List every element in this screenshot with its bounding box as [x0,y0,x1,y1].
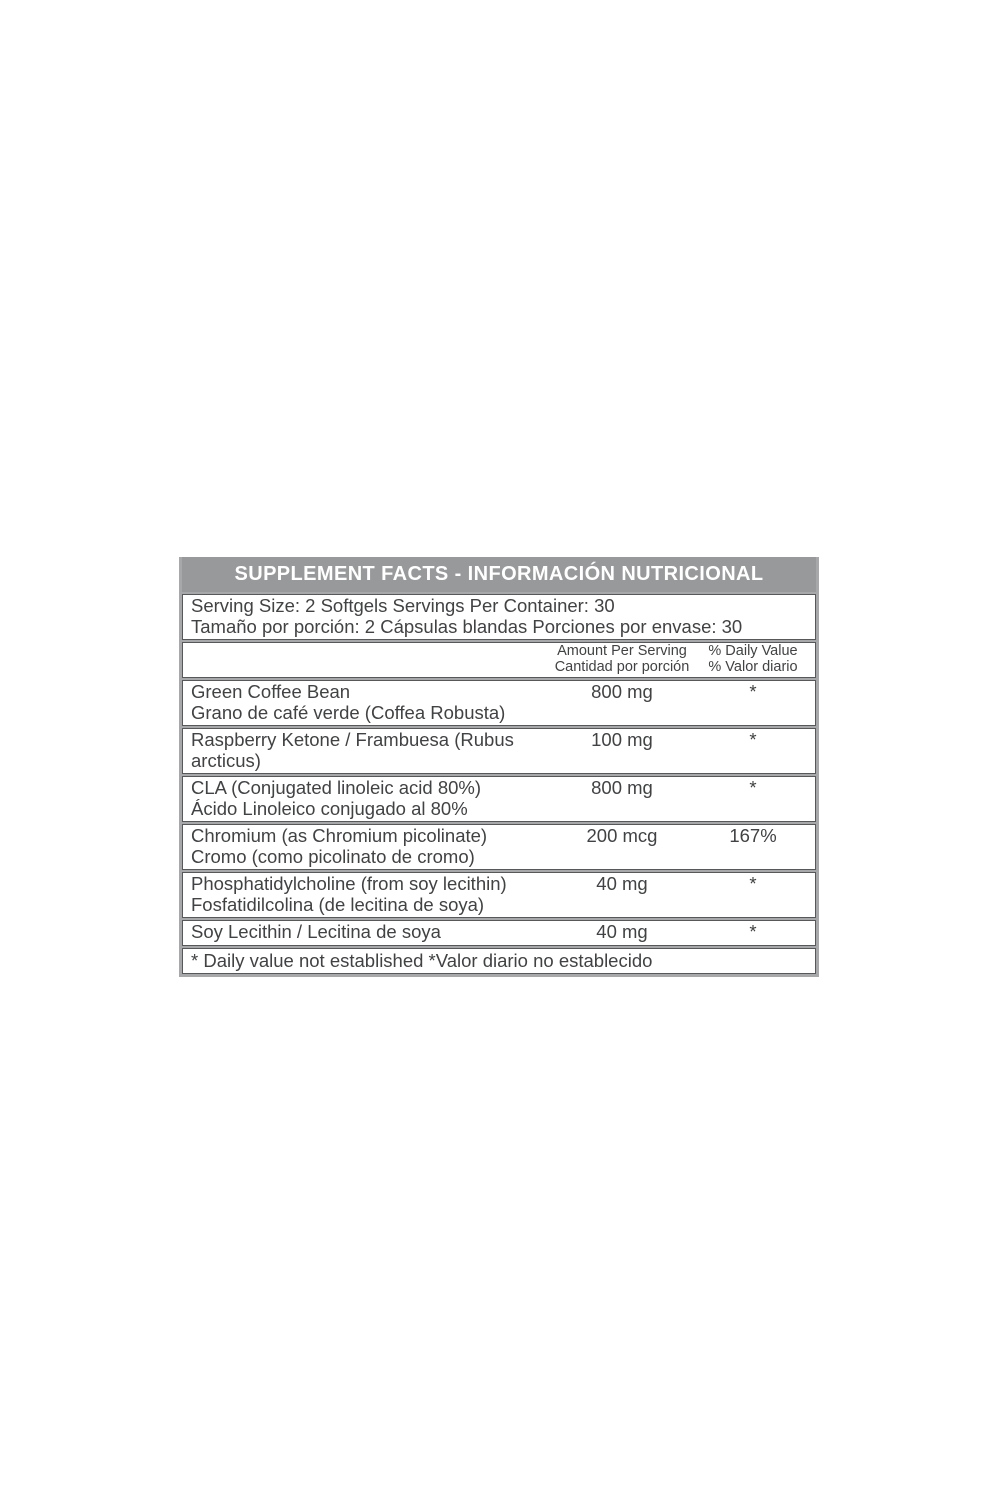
ingredient-amount: 800 mg [591,681,653,702]
ingredient-name-es: Cromo (como picolinato de cromo) [191,845,475,867]
table-row [182,680,816,726]
ingredient-amount: 40 mg [596,873,648,894]
ingredient-name [189,874,547,915]
serving-size-line-es: Tamaño por porción: 2 Cápsulas blandas Porciones por envase: 30 [191,615,743,637]
ingredient-name-en: CLA (Conjugated linoleic acid 80%) [191,777,482,798]
ingredient-daily-value: * [749,777,757,798]
ingredient-name [189,826,547,867]
supplement-facts-title: SUPPLEMENT FACTS - INFORMACIÓN NUTRICIONAL [182,557,816,592]
ingredient-name-en: Soy Lecithin / Lecitina de soya [191,921,441,942]
column-header-daily-en: % Daily Value [708,643,798,659]
ingredient-name-es: Fosfatidilcolina (de lecitina de soya) [191,893,485,915]
table-row [182,776,816,822]
supplement-facts-panel [179,557,819,977]
ingredient-name [189,922,547,943]
ingredient-daily-value: * [749,729,757,750]
ingredient-name-es: Grano de café verde (Coffea Robusta) [191,701,506,723]
daily-value-footnote: * Daily value not established *Valor diario no establecido [182,948,816,974]
ingredient-name-en: Phosphatidylcholine (from soy lecithin) [191,873,507,894]
ingredient-name [189,778,547,819]
ingredient-daily-value: * [749,873,757,894]
ingredient-name [189,730,547,771]
table-row [182,824,816,870]
ingredient-daily-value: * [749,921,757,942]
table-row [182,872,816,918]
ingredient-daily-value: 167% [729,825,777,846]
column-header-amount-en: Amount Per Serving [557,643,687,659]
column-headers-cell [182,642,816,678]
ingredient-name-en: Chromium (as Chromium picolinate) [191,825,488,846]
ingredient-name-en: Raspberry Ketone / Frambuesa (Rubus arcticus) [191,729,514,771]
serving-info-cell [182,594,816,640]
column-header-daily-value [697,644,809,675]
ingredient-amount: 200 mcg [586,825,658,846]
ingredient-daily-value: * [749,681,757,702]
serving-size-line-en: Serving Size: 2 Softgels Servings Per Container: 30 [191,595,615,616]
ingredient-name-es: Ácido Linoleico conjugado al 80% [191,797,468,819]
table-row [182,728,816,774]
table-row [182,920,816,946]
column-header-amount [547,644,697,675]
ingredient-amount: 40 mg [596,921,648,942]
column-header-daily-es: % Valor diario [708,658,798,675]
column-header-amount-es: Cantidad por porción [554,658,690,675]
ingredient-name [189,682,547,723]
ingredient-name-en: Green Coffee Bean [191,681,351,702]
ingredient-amount: 800 mg [591,777,653,798]
ingredient-amount: 100 mg [591,729,653,750]
